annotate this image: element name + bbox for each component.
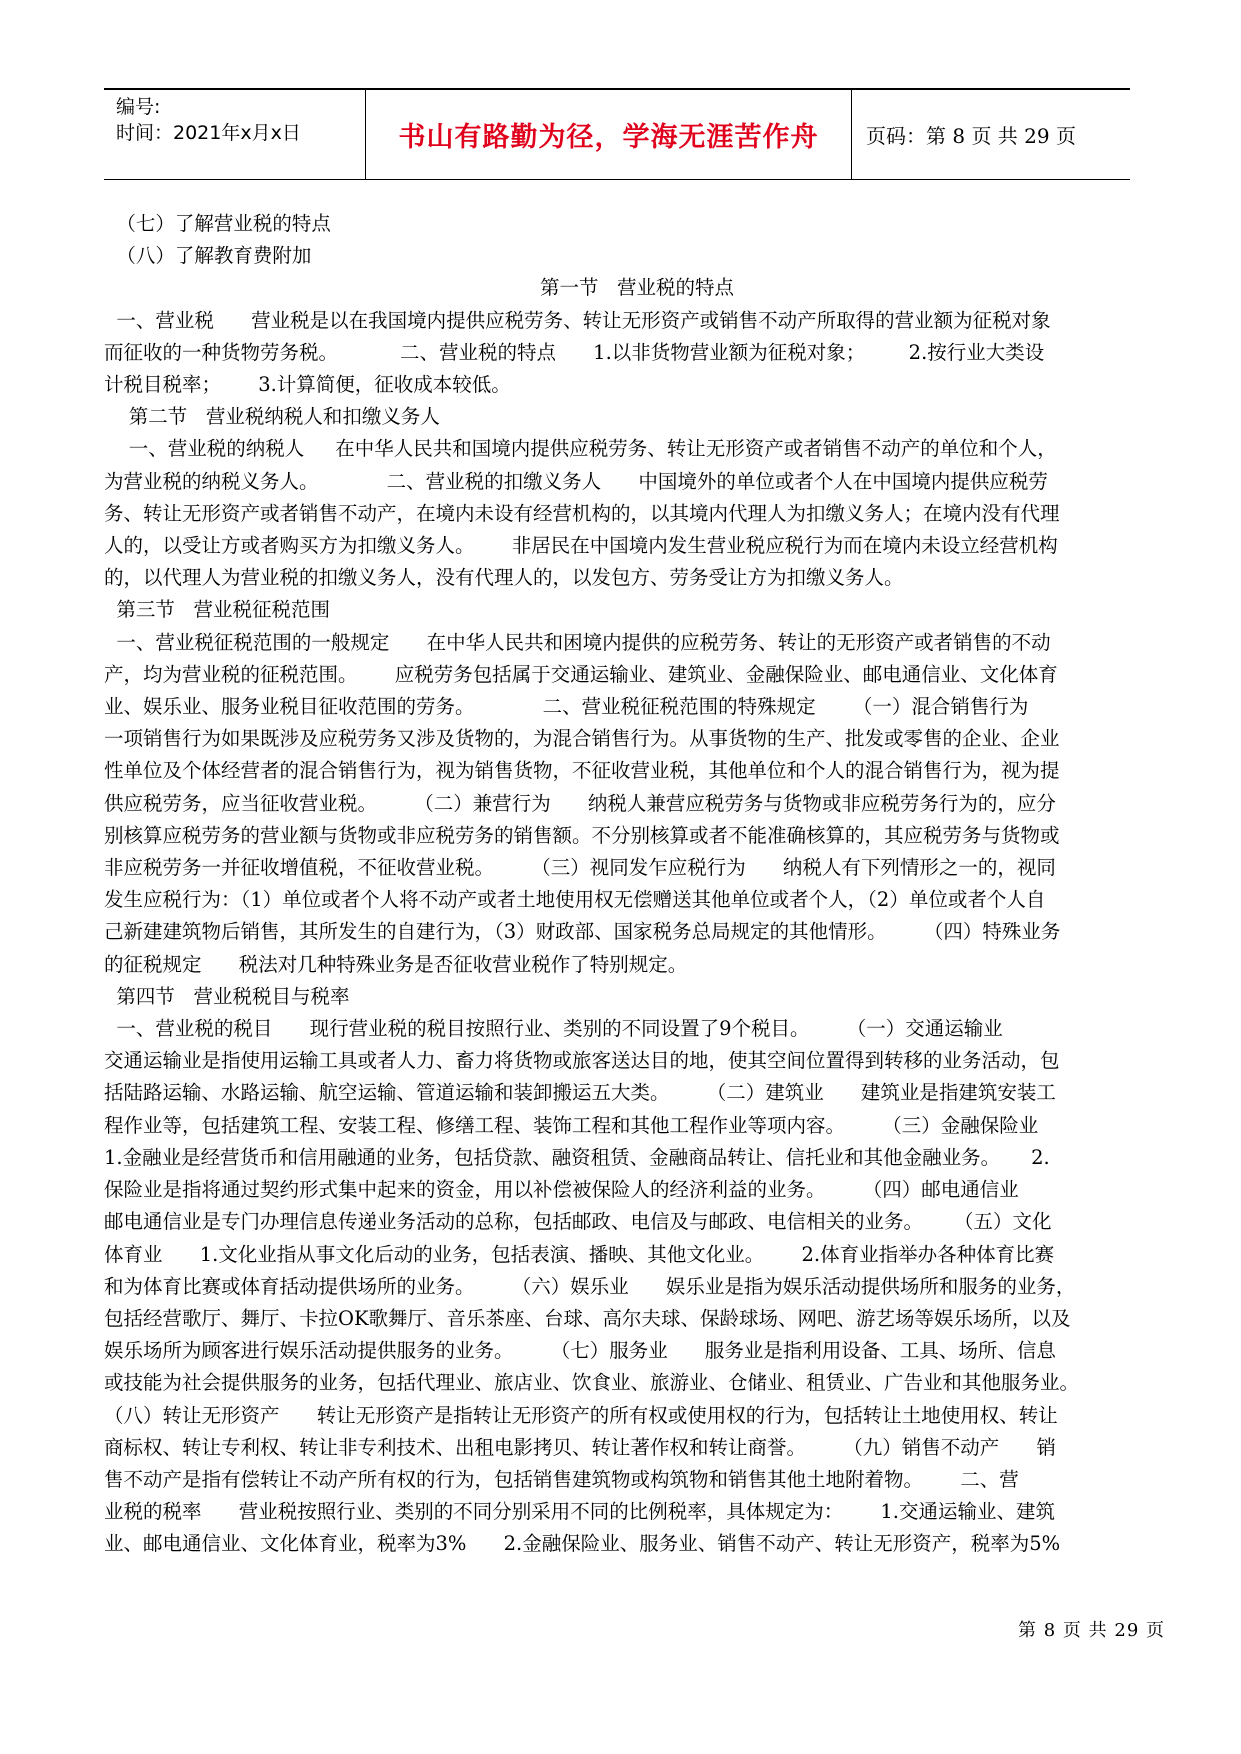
- page-number-cell: [852, 90, 1130, 179]
- text-line: 括陆路运输、水路运输、航空运输、管道运输和装卸搬运五大类。 （二）建筑业 建筑业是指建筑安装工: [104, 1081, 1056, 1105]
- text-line: 一、营业税的税目 现行营业税的税目按照行业、类别的不同设置了9个税目。 （一）交通运输业: [104, 1017, 1003, 1041]
- header-left-cell: [104, 90, 366, 179]
- text-line: 非应税劳务一并征收增值税，不征收营业税。 （三）视同发乍应税行为 纳税人有下列情形之一的，视同: [104, 856, 1056, 880]
- text-line: 保险业是指将通过契约形式集中起来的资金，用以补偿被保险人的经济利益的业务。 （四）邮电通信业: [104, 1178, 1019, 1202]
- text-line: 一项销售行为如果既涉及应税劳务又涉及货物的，为混合销售行为。从事货物的生产、批发或零售的企业、企业: [104, 727, 1060, 751]
- text-line: 和为体育比赛或体育括动提供场所的业务。 （六）娱乐业 娱乐业是指为娱乐活动提供场所和服务的业务，: [104, 1274, 1076, 1298]
- motto-cell: [366, 90, 852, 179]
- text-line: 而征收的一种货物劳务税。 二、营业税的特点 1.以非货物营业额为征税对象； 2.按行业大类设: [104, 340, 1045, 364]
- text-line: 包括经营歌厅、舞厅、卡拉OK歌舞厅、音乐茶座、台球、高尔夫球、保龄球场、网吧、游艺场等娱乐场所，以及: [104, 1306, 1071, 1330]
- text-line: 供应税劳务，应当征收营业税。 （二）兼营行为 纳税人兼营应税劳务与货物或非应税劳务行为的，应分: [104, 791, 1056, 815]
- text-line: 程作业等，包括建筑工程、安装工程、修缮工程、装饰工程和其他工程作业等项内容。 （三）金融保险业: [104, 1113, 1039, 1137]
- time-label: 时间：2021年x月x日: [116, 122, 301, 144]
- text-line: 业、娱乐业、服务业税目征收范围的劳务。 二、营业税征税范围的特殊规定 （一）混合销售行为: [104, 695, 1029, 719]
- text-line: （八）转让无形资产 转让无形资产是指转让无形资产的所有权或使用权的行为，包括转让土地使用权、转让: [104, 1403, 1058, 1427]
- text-line: 一、营业税征税范围的一般规定 在中华人民共和困境内提供的应税劳务、转让的无形资产或者销售的不动: [104, 630, 1051, 654]
- text-line: 计税目税率； 3.计算简便，征收成本较低。: [104, 373, 511, 397]
- text-line: 为营业税的纳税义务人。 二、营业税的扣缴义务人 中国境外的单位或者个人在中国境内提供应税劳: [104, 469, 1048, 493]
- page-footer: 第 8 页 共 29 页: [1018, 1620, 1165, 1641]
- text-line: 发生应税行为：（1）单位或者个人将不动产或者土地使用权无偿赠送其他单位或者个人，（2）单位或者个人自: [104, 888, 1046, 912]
- text-line: 体育业 1.文化业指从事文化后动的业务，包括表演、播映、其他文化业。 2.体育业指举办各种体育比赛: [104, 1242, 1055, 1266]
- text-line: 的征税规定 税法对几种特殊业务是否征收营业税作了特别规定。: [104, 952, 688, 976]
- page-label: 页码：第 8 页 共 29 页: [866, 124, 1076, 148]
- text-line: 别核算应税劳务的营业额与货物或非应税劳务的销售额。不分别核算或者不能准确核算的，其应税劳务与货物或: [104, 823, 1060, 847]
- text-line: 一、营业税的纳税人 在中华人民共和国境内提供应税劳务、转让无形资产或者销售不动产的单位和个人，: [104, 437, 1057, 461]
- text-line: 娱乐场所为顾客进行娱乐活动提供服务的业务。 （七）服务业 服务业是指利用设备、工具、场所、信息: [104, 1339, 1056, 1363]
- document-header: [104, 88, 1130, 180]
- text-line: 业税的税率 营业税按照行业、类别的不同分别采用不同的比例税率，具体规定为： 1.交通运输业、建筑: [104, 1500, 1055, 1524]
- text-line: 己新建建筑物后销售，其所发生的自建行为，（3）财政部、国家税务总局规定的其他情形。 （四）特殊业务: [104, 920, 1061, 944]
- text-line: 一、营业税 营业税是以在我国境内提供应税劳务、转让无形资产或销售不动产所取得的营业额为征税对象: [104, 308, 1051, 332]
- text-line: 商标权、转让专利权、转让非专利技术、出租电影拷贝、转让著作权和转让商誉。 （九）销售不动产 销: [104, 1435, 1056, 1459]
- text-line: 1.金融业是经营货币和信用融通的业务，包括贷款、融资租赁、金融商品转让、信托业和其他金融业务。 2.: [104, 1145, 1050, 1169]
- text-line: （七）了解营业税的特点: [104, 212, 331, 235]
- text-line: 业、邮电通信业、文化体育业，税率为3% 2.金融保险业、服务业、销售不动产、转让无形资产，税率为5%: [104, 1532, 1061, 1556]
- text-line: （八）了解教育费附加: [104, 244, 312, 268]
- text-line: 邮电通信业是专门办理信息传递业务活动的总称，包括邮政、电信及与邮政、电信相关的业务。 （五）文化: [104, 1210, 1052, 1234]
- text-line: 产，均为营业税的征税范围。 应税劳务包括属于交通运输业、建筑业、金融保险业、邮电通信业、文化体育: [104, 662, 1058, 686]
- section-title: 第四节 营业税税目与税率: [104, 984, 350, 1008]
- document-body: [104, 208, 1170, 1561]
- text-line: 性单位及个体经营者的混合销售行为，视为销售货物，不征收营业税，其他单位和个人的混合销售行为，视为提: [104, 759, 1060, 783]
- section-title: 第二节 营业税纳税人和扣缴义务人: [104, 405, 440, 429]
- text-line: 务、转让无形资产或者销售不动产，在境内未设有经营机构的，以其境内代理人为扣缴义务人；在境内没有代理: [104, 501, 1060, 525]
- section-title: 第一节 营业税的特点: [539, 276, 735, 300]
- motto-text: 书山有路勤为径，学海无涯苦作舟: [398, 122, 819, 153]
- text-line: 或技能为社会提供服务的业务，包括代理业、旅店业、饮食业、旅游业、仓储业、租赁业、广告业和其他服务业。: [104, 1371, 1080, 1395]
- text-line: 的，以代理人为营业税的扣缴义务人，没有代理人的，以发包方、劳务受让方为扣缴义务人。: [104, 566, 904, 590]
- text-line: 售不动产是指有偿转让不动产所有权的行为，包括销售建筑物或构筑物和销售其他土地附着物。 二、营: [104, 1467, 1019, 1491]
- number-label: 编号:: [116, 96, 161, 118]
- section-title: 第三节 营业税征税范围: [104, 598, 331, 622]
- text-line: 交通运输业是指使用运输工具或者人力、畜力将货物或旅客送达目的地，使其空间位置得到转移的业务活动，包: [104, 1049, 1060, 1073]
- text-line: 人的，以受让方或者购买方为扣缴义务人。 非居民在中国境内发生营业税应税行为而在境内未设立经营机构: [104, 534, 1058, 558]
